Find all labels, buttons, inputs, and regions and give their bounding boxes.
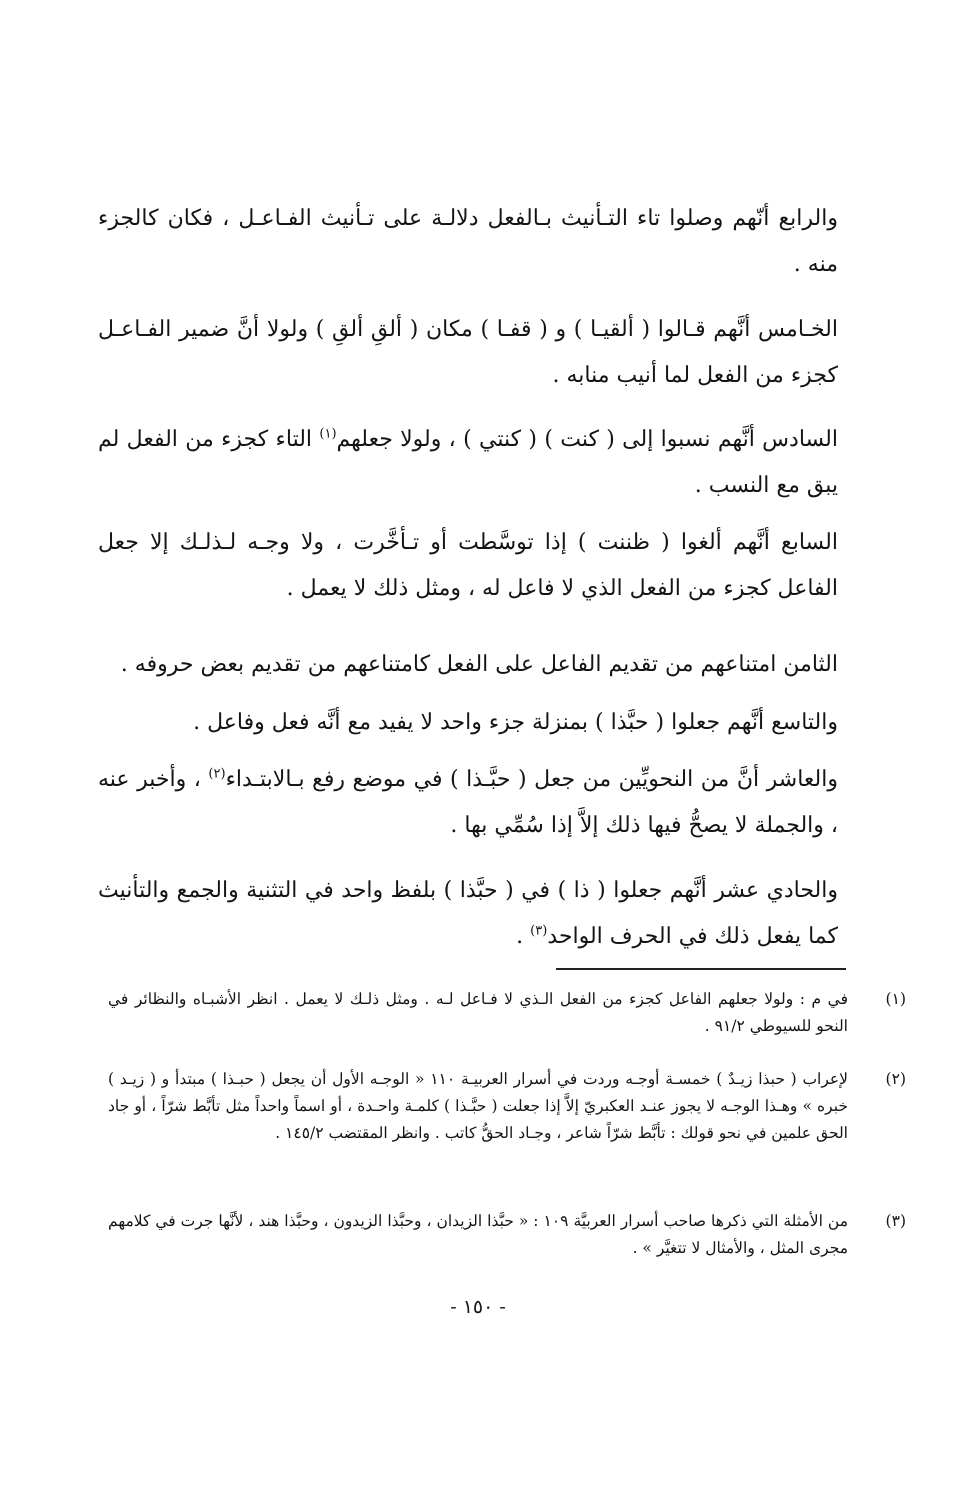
footnote-number: (٣) xyxy=(885,1212,906,1230)
footnote-3 xyxy=(108,1208,906,1262)
paragraph-sixth-reason xyxy=(98,417,838,509)
paragraph-text-continued: . xyxy=(516,924,531,949)
footnote-text: من الأمثلة التي ذكرها صاحب أسرار العربيَّة ١٠٩ : « حبَّذا الزيدان ، وحبَّذا الزيدون ، وحبَّذا هند ، لأنَّها جرت في كلامهم مجرى المثل ، والأمثال لا تتغيَّر » . xyxy=(108,1212,848,1257)
footnote-text: في م : ولولا جعلهم الفاعل كجزء من الفعل الـذي لا فـاعل لـه . ومثل ذلـك لا يعمل . انظر الأشبـاه والنظائر في النحو للسيوطي ٩١/٢ . xyxy=(108,990,848,1035)
paragraph-fourth-reason xyxy=(98,196,838,288)
footnote-1 xyxy=(108,986,906,1040)
paragraph-text: والعاشر أنَّ من النحويِّين من جعل ( حبَّـذا ) في موضع رفع بـالابتـداء xyxy=(225,767,838,792)
paragraph-ninth-reason xyxy=(98,700,838,746)
paragraph-text: والتاسع أنَّهم جعلوا ( حبَّذا ) بمنزلة جزء واحد لا يفيد مع أنَّه فعل وفاعل . xyxy=(193,710,838,735)
footnote-separator xyxy=(556,968,846,970)
paragraph-fifth-reason xyxy=(98,307,838,399)
paragraph-text: الخـامس أنَّهم قـالوا ( ألقيـا ) و ( قفـا ) مكان ( ألقِ ألقِ ) ولولا أنَّ ضمير الفـاعـل كجزء من الفعل لما أنيب منابه . xyxy=(98,317,838,388)
paragraph-text-continued: التاء كجزء من الفعل لم يبق مع النسب . xyxy=(98,427,838,498)
footnote-reference: (١) xyxy=(319,426,337,442)
paragraph-text: السادس أنَّهم نسبوا إلى ( كنت ) ( كنتي ) ، ولولا جعلهم xyxy=(336,427,838,452)
paragraph-text-continued: ، وأخبر عنه ، والجملة لا يصحُّ فيها ذلك إلاَّ إذا سُمِّي بها . xyxy=(98,767,838,838)
paragraph-seventh-reason xyxy=(98,520,838,612)
paragraph-text: والرابع أنّهم وصلوا تاء التـأنيث بـالفعل دلالـة على تـأنيث الفـاعـل ، فكان كالجزء منه . xyxy=(98,206,838,277)
paragraph-text: والحادي عشر أنَّهم جعلوا ( ذا ) في ( حبَّذا ) بلفظ واحد في التثنية والجمع والتأنيث كما يفعل ذلك في الحرف الواحد xyxy=(98,878,838,949)
page-number: - ١٥٠ - xyxy=(450,1296,506,1318)
footnote-reference: (٢) xyxy=(208,766,226,782)
footnote-number: (١) xyxy=(885,990,906,1008)
paragraph-eighth-reason xyxy=(98,642,838,688)
paragraph-text: السابع أنَّهم ألغوا ( ظننت ) إذا توسَّطت أو تـأخَّرت ، ولا وجـه لـذلـك إلا جعل الفاعل كجزء من الفعل الذي لا فاعل له ، ومثل ذلك لا يعمل . xyxy=(98,530,838,601)
paragraph-text: الثامن امتناعهم من تقديم الفاعل على الفعل كامتناعهم من تقديم بعض حروفه . xyxy=(120,652,838,677)
paragraph-tenth-reason xyxy=(98,757,838,849)
paragraph-eleventh-reason xyxy=(98,868,838,960)
footnote-reference: (٣) xyxy=(530,923,548,939)
footnote-number: (٢) xyxy=(885,1070,906,1088)
footnote-2 xyxy=(108,1066,906,1147)
footnote-text: لإعراب ( حبذا زيـدٌ ) خمسـة أوجـه وردت في أسرار العربيـة ١١٠ « الوجـه الأول أن يجعل ( حبـذا ) مبتدأ و ( زيـد ) خبره » وهـذا الوجـه لا يجوز عنـد العكبريّ إلاَّ إذا جعلت ( حبَّـذا ) كلمـة واحـدة ، أو اسماً واحداً مثل تأبَّط شرّاً ، أو جاد الحق علمين في نحو قولك : تأبَّط شرّاً شاعر ، وجـاد الحقُّ كاتب . وانظر المقتضب ١٤٥/٢ . xyxy=(108,1070,848,1142)
